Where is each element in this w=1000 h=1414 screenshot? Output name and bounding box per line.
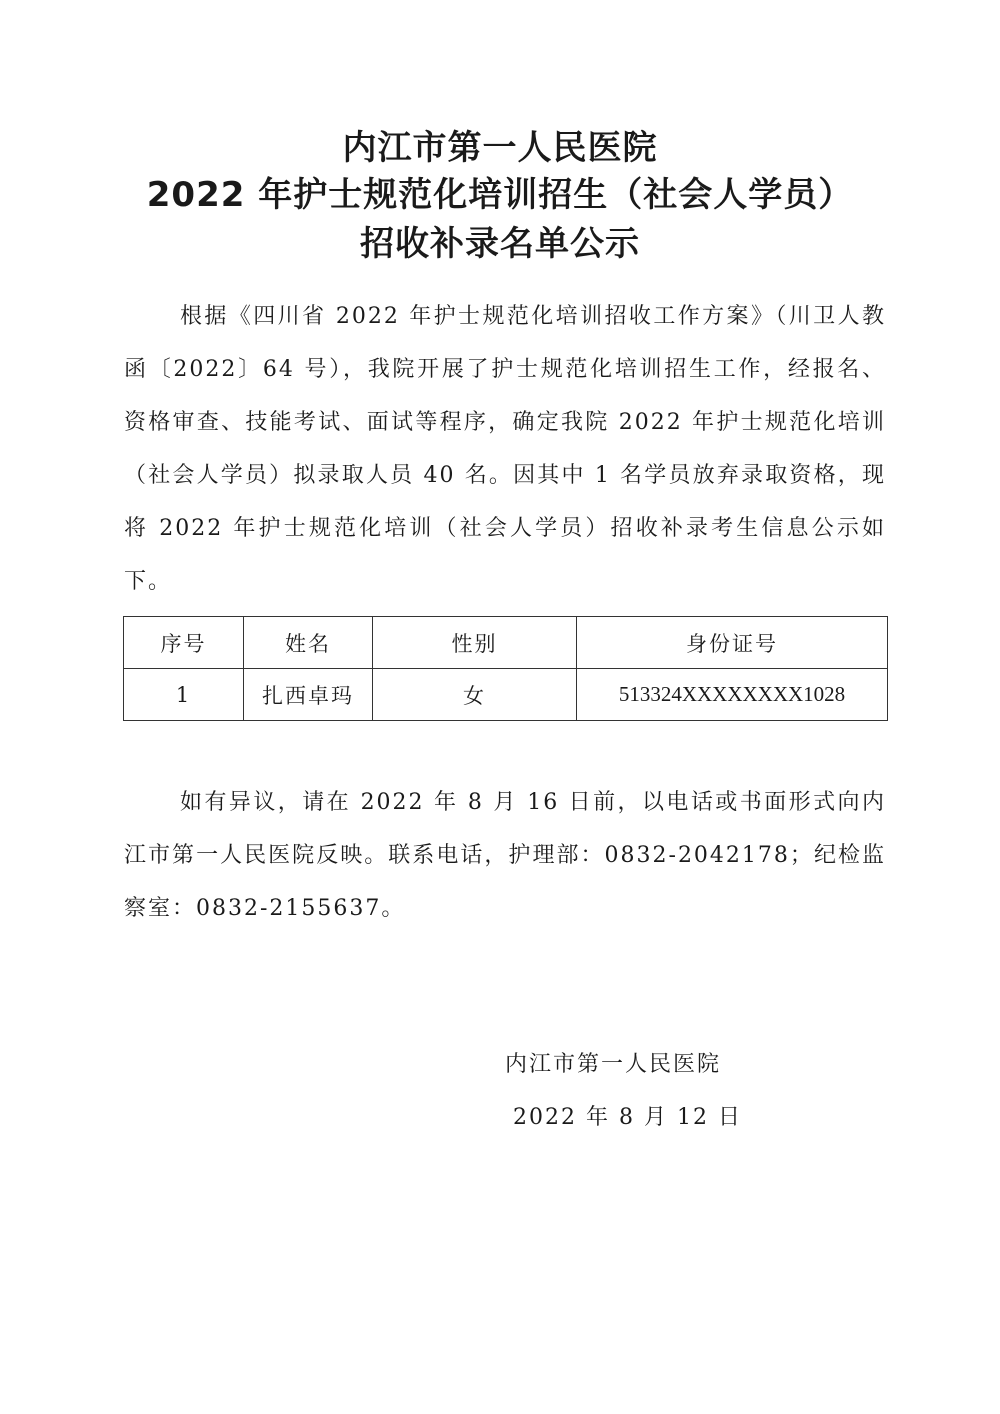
document-title-line-2: 2022 年护士规范化培训招生（社会人学员） (146, 175, 854, 215)
header-name: 姓名 (244, 617, 373, 669)
table-header-row (124, 617, 888, 669)
cell-gender: 女 (373, 669, 577, 721)
header-index: 序号 (124, 617, 244, 669)
body-paragraph-1: 根据《四川省 2022 年护士规范化培训招收工作方案》（川卫人教函〔2022〕64 号），我院开展了护士规范化培训招生工作，经报名、资格审查、技能考试、面试等程序，确定我院 2022 年护士规范化培训（社会人学员）拟录取人员 40 名。因其中 1 名学员放弃录取资格，现将 2022 年护士规范化培训（社会人学员）招收补录考生信息公示如下。 (124, 304, 886, 594)
cell-name: 扎西卓玛 (244, 669, 373, 721)
header-id-number: 身份证号 (577, 617, 888, 669)
signature-organization: 内江市第一人民医院 (505, 1052, 722, 1077)
signature-date: 2022 年 8 月 12 日 (513, 1105, 742, 1130)
document-title-line-3: 招收补录名单公示 (360, 224, 640, 264)
body-paragraph-2: 如有异议，请在 2022 年 8 月 16 日前，以电话或书面形式向内江市第一人民医院反映。联系电话，护理部：0832-2042178；纪检监察室：0832-2155637。 (124, 790, 886, 921)
table-row (124, 669, 888, 721)
header-gender: 性别 (373, 617, 577, 669)
admission-table (123, 616, 888, 721)
document-title-line-1: 内江市第一人民医院 (342, 128, 658, 168)
cell-index: 1 (124, 669, 244, 721)
cell-id-number: 513324XXXXXXXX1028 (577, 669, 888, 721)
